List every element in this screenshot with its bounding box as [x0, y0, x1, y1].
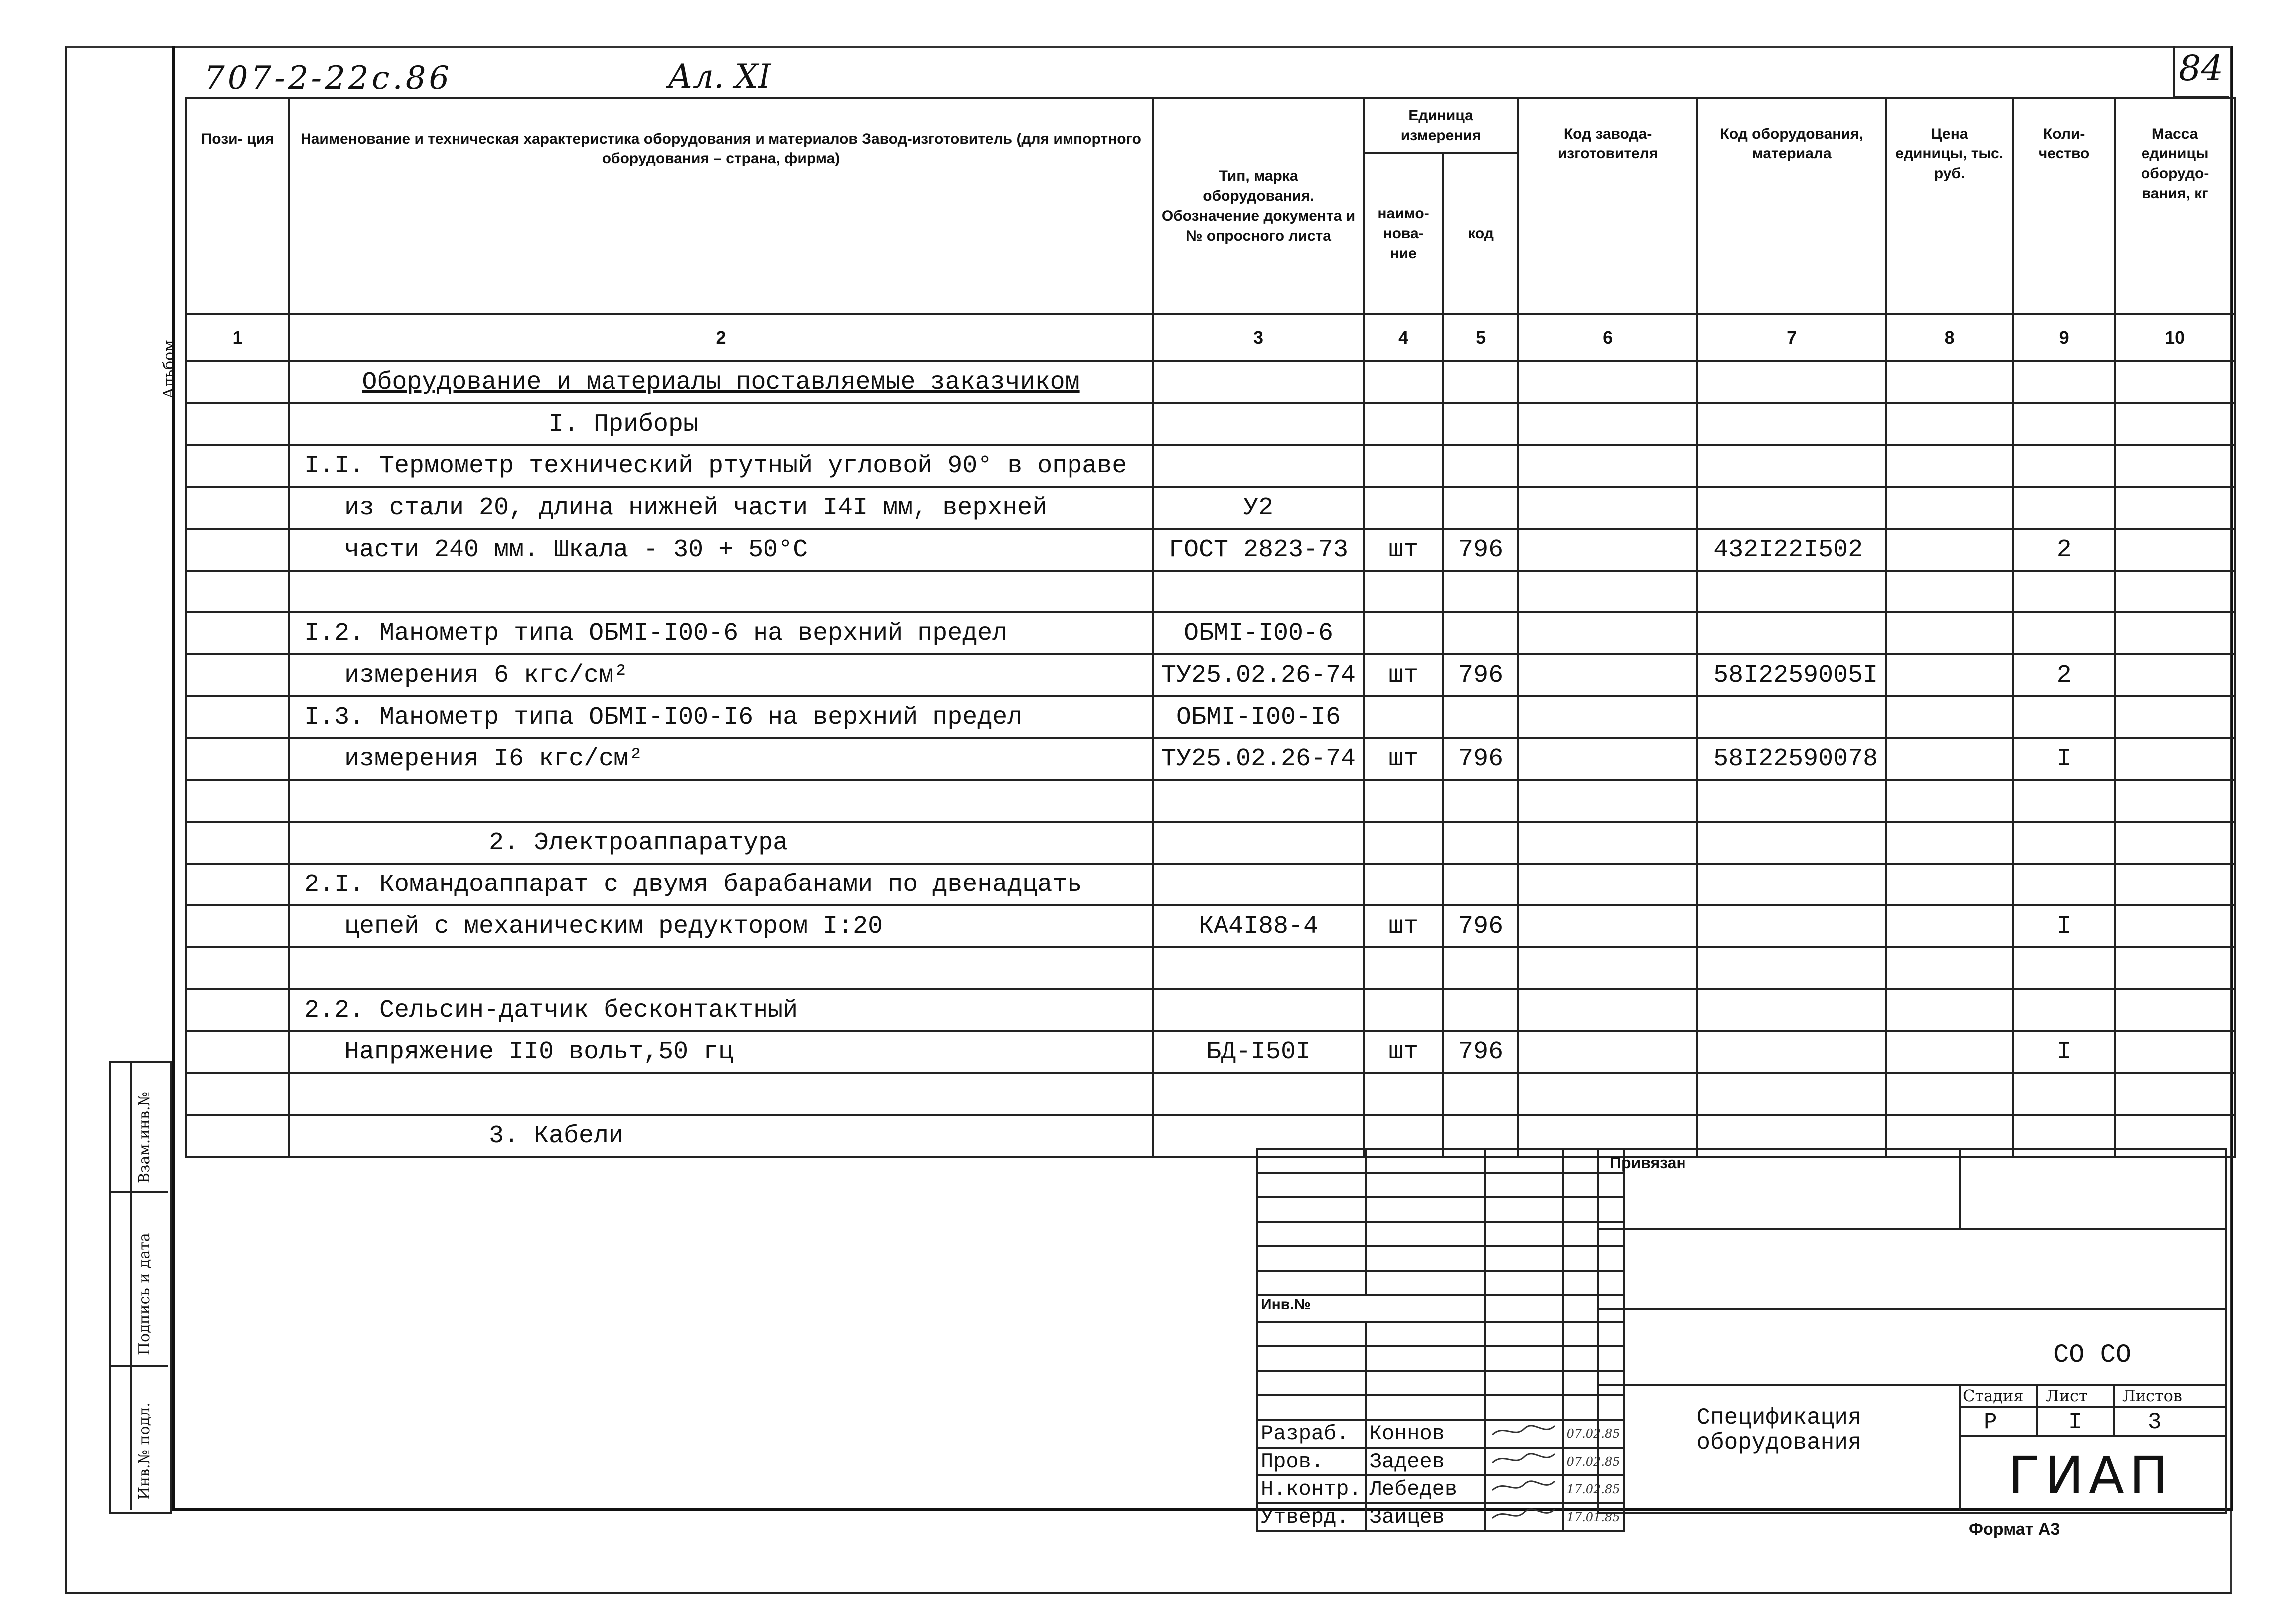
col-header-type: Тип, марка оборудования. Обозначение документа и № опросного листа [1153, 98, 1364, 314]
cell-name: 3. Кабели [289, 1115, 1153, 1157]
col-number: 1 [186, 314, 289, 361]
col-number: 10 [2115, 314, 2235, 361]
cell-type [1153, 1073, 1364, 1115]
doc-title: Спецификация оборудования [1696, 1405, 1862, 1456]
cell-qty [2013, 780, 2115, 822]
cell-mass [2115, 780, 2235, 822]
cell-name [289, 947, 1153, 989]
cell-mfr-code [1518, 905, 1697, 947]
cell-type: ОБМI-I00-6 [1153, 612, 1364, 654]
handwritten-signature [1485, 1475, 1563, 1503]
album-side-label: Альбом [160, 340, 178, 399]
cell-mfr-code [1518, 1031, 1697, 1073]
sign-date-label: Подпись и дата [136, 1233, 153, 1355]
cell-unit [1364, 487, 1443, 529]
table-row [186, 445, 2235, 487]
table-row [186, 738, 2235, 780]
cell-mass [2115, 612, 2235, 654]
signature-row [1257, 1475, 1624, 1503]
cell-mfr-code [1518, 947, 1697, 989]
cell-mass [2115, 445, 2235, 487]
cell-pos [186, 654, 289, 696]
col-header-position: Пози- ция [186, 98, 289, 314]
cell-mat-code [1697, 780, 1886, 822]
designation: 707-2-22с.86 [204, 60, 453, 97]
col-header-unit-code: код [1443, 153, 1518, 314]
cell-mass [2115, 1073, 2235, 1115]
cell-pos [186, 361, 289, 403]
cell-unit-code [1443, 361, 1518, 403]
signature-date: 07.02.85 [1563, 1448, 1624, 1475]
cell-mass [2115, 654, 2235, 696]
cell-price [1886, 780, 2013, 822]
cell-type: КА4I88-4 [1153, 905, 1364, 947]
sheet-value: I [2068, 1409, 2082, 1435]
signature-name: Коннов [1366, 1420, 1485, 1448]
cell-unit-code [1443, 403, 1518, 445]
cell-pos [186, 529, 289, 571]
cell-unit-code [1443, 571, 1518, 612]
stage-value: Р [1984, 1409, 1997, 1435]
cell-type: БД-I50I [1153, 1031, 1364, 1073]
cell-type [1153, 822, 1364, 864]
cell-unit [1364, 361, 1443, 403]
cell-mass [2115, 403, 2235, 445]
table-row [186, 864, 2235, 905]
cell-name: I.3. Манометр типа ОБМI-I00-I6 на верхний предел [289, 696, 1153, 738]
cell-qty [2013, 612, 2115, 654]
cell-unit [1364, 403, 1443, 445]
signature-date: 17.01.85 [1563, 1503, 1624, 1531]
handwritten-signature [1485, 1503, 1563, 1531]
cell-pos [186, 905, 289, 947]
cell-type [1153, 864, 1364, 905]
cell-mfr-code [1518, 571, 1697, 612]
cell-unit: шт [1364, 1031, 1443, 1073]
cell-unit-code [1443, 487, 1518, 529]
col-number: 7 [1697, 314, 1886, 361]
cell-type [1153, 571, 1364, 612]
cell-unit [1364, 780, 1443, 822]
cell-type [1153, 989, 1364, 1031]
cell-unit-code: 796 [1443, 529, 1518, 571]
tb-line [1959, 1435, 2225, 1437]
signature-role: Разраб. [1257, 1420, 1366, 1448]
cell-unit: шт [1364, 738, 1443, 780]
cell-mat-code [1697, 989, 1886, 1031]
cell-pos [186, 403, 289, 445]
cell-unit-code [1443, 864, 1518, 905]
page-number: 84 [2179, 48, 2224, 89]
cell-qty [2013, 822, 2115, 864]
col-header-unit-group: Единица измерения [1364, 98, 1518, 153]
inv-no-label: Инв.№ [1257, 1295, 1485, 1322]
cell-name: цепей с механическим редуктором I:20 [289, 905, 1153, 947]
cell-qty [2013, 864, 2115, 905]
col-number: 3 [1153, 314, 1364, 361]
cell-qty [2013, 989, 2115, 1031]
cell-price [1886, 487, 2013, 529]
table-row [186, 905, 2235, 947]
format-label: Формат А3 [1969, 1520, 2060, 1539]
cell-mfr-code [1518, 654, 1697, 696]
table-row [186, 403, 2235, 445]
cell-mass [2115, 822, 2235, 864]
cell-mass [2115, 1031, 2235, 1073]
table-row [186, 487, 2235, 529]
cell-price [1886, 947, 2013, 989]
signature-row [1257, 1503, 1624, 1531]
cell-mass [2115, 571, 2235, 612]
cell-unit-code [1443, 612, 1518, 654]
cell-unit [1364, 864, 1443, 905]
cell-mat-code: 432I22I502 [1697, 529, 1886, 571]
tb-line [1597, 1228, 2225, 1230]
col-number: 4 [1364, 314, 1443, 361]
cell-mat-code: 58I2259005I [1697, 654, 1886, 696]
inv-orig-label: Инв.№ подл. [136, 1402, 153, 1500]
cell-mat-code [1697, 403, 1886, 445]
cell-mass [2115, 529, 2235, 571]
signature-role: Пров. [1257, 1448, 1366, 1475]
cell-type [1153, 780, 1364, 822]
binding-row-line [109, 1191, 168, 1193]
cell-unit [1364, 612, 1443, 654]
col-header-mass: Масса единицы оборудо-вания, кг [2115, 98, 2235, 314]
col-header-unit-name: наимо-нова-ние [1364, 153, 1443, 314]
signature-name: Зайцев [1366, 1503, 1485, 1531]
cell-qty: I [2013, 905, 2115, 947]
cell-price [1886, 612, 2013, 654]
table-row [186, 989, 2235, 1031]
cell-type [1153, 445, 1364, 487]
cell-unit-code [1443, 1073, 1518, 1115]
cell-unit-code [1443, 696, 1518, 738]
signature-date: 17.02.85 [1563, 1475, 1624, 1503]
cell-name: измерения I6 кгс/см² [289, 738, 1153, 780]
cell-price [1886, 989, 2013, 1031]
table-row [186, 947, 2235, 989]
cell-unit [1364, 989, 1443, 1031]
cell-name [289, 571, 1153, 612]
cell-qty: 2 [2013, 529, 2115, 571]
cell-qty [2013, 696, 2115, 738]
signature-row [1257, 1448, 1624, 1475]
cell-mfr-code [1518, 989, 1697, 1031]
cell-mat-code [1697, 696, 1886, 738]
spec-table [185, 97, 2236, 1158]
table-row [186, 822, 2235, 864]
cell-mat-code [1697, 612, 1886, 654]
column-numbers-row [186, 314, 2235, 361]
cell-mat-code [1697, 487, 1886, 529]
cell-unit [1364, 947, 1443, 989]
table-row [186, 780, 2235, 822]
cell-unit-code [1443, 822, 1518, 864]
col-header-mat-code: Код оборудования, материала [1697, 98, 1886, 314]
cell-mat-code [1697, 947, 1886, 989]
cell-pos [186, 780, 289, 822]
cell-name: из стали 20, длина нижней части I4I мм, верхней [289, 487, 1153, 529]
col-number: 8 [1886, 314, 2013, 361]
table-row [186, 654, 2235, 696]
cell-mfr-code [1518, 738, 1697, 780]
col-header-price: Цена единицы, тыс. руб. [1886, 98, 2013, 314]
cell-name: Оборудование и материалы поставляемые заказчиком [289, 361, 1153, 403]
signature-name: Задеев [1366, 1448, 1485, 1475]
album-label: Ал. XI [668, 57, 771, 96]
cell-type [1153, 361, 1364, 403]
cell-type: ОБМI-I00-I6 [1153, 696, 1364, 738]
doc-code: СО СО [2053, 1340, 2132, 1370]
cell-unit-code: 796 [1443, 654, 1518, 696]
cell-unit-code: 796 [1443, 1031, 1518, 1073]
sheets-label: Листов [2122, 1386, 2182, 1405]
cell-mfr-code [1518, 1073, 1697, 1115]
handwritten-signature [1485, 1448, 1563, 1475]
cell-type: ГОСТ 2823-73 [1153, 529, 1364, 571]
cell-mfr-code [1518, 864, 1697, 905]
cell-mfr-code [1518, 361, 1697, 403]
stage-label: Стадия [1963, 1386, 2024, 1405]
cell-qty [2013, 403, 2115, 445]
cell-mfr-code [1518, 529, 1697, 571]
cell-name: части 240 мм. Шкала - 30 + 50°С [289, 529, 1153, 571]
tb-line [1959, 1406, 2225, 1408]
cell-pos [186, 989, 289, 1031]
cell-qty [2013, 947, 2115, 989]
tb-line [1597, 1384, 2225, 1386]
tb-vline [2113, 1384, 2115, 1436]
cell-unit: шт [1364, 529, 1443, 571]
cell-mat-code [1697, 1073, 1886, 1115]
cell-pos [186, 487, 289, 529]
cell-pos [186, 822, 289, 864]
cell-unit: шт [1364, 654, 1443, 696]
table-row [186, 361, 2235, 403]
cell-name: Напряжение II0 вольт,50 гц [289, 1031, 1153, 1073]
cell-mat-code [1697, 822, 1886, 864]
cell-pos [186, 445, 289, 487]
cell-price [1886, 361, 2013, 403]
cell-unit-code [1443, 445, 1518, 487]
col-header-qty: Коли-чество [2013, 98, 2115, 314]
cell-mass [2115, 696, 2235, 738]
privyazan-label: Привязан [1610, 1154, 1686, 1172]
cell-price [1886, 1073, 2013, 1115]
cell-unit [1364, 822, 1443, 864]
org-logo-text: ГИАП [2008, 1445, 2173, 1506]
cell-price [1886, 445, 2013, 487]
cell-mat-code [1697, 864, 1886, 905]
cell-qty: I [2013, 1031, 2115, 1073]
cell-name: I.2. Манометр типа ОБМI-I00-6 на верхний предел [289, 612, 1153, 654]
cell-mfr-code [1518, 780, 1697, 822]
sheets-value: 3 [2148, 1409, 2162, 1435]
cell-unit [1364, 696, 1443, 738]
cell-qty [2013, 487, 2115, 529]
binding-row-line [109, 1365, 168, 1367]
cell-mass [2115, 989, 2235, 1031]
cell-unit-code [1443, 989, 1518, 1031]
cell-name: измерения 6 кгс/см² [289, 654, 1153, 696]
signature-role: Утверд. [1257, 1503, 1366, 1531]
cell-pos [186, 1115, 289, 1157]
table-row [186, 1031, 2235, 1073]
cell-type: У2 [1153, 487, 1364, 529]
tb-vline [2036, 1384, 2038, 1436]
cell-unit [1364, 571, 1443, 612]
binding-divider [130, 1061, 132, 1510]
cell-mass [2115, 864, 2235, 905]
tb-vline [1959, 1148, 1961, 1230]
header-row [186, 98, 2235, 153]
cell-mfr-code [1518, 696, 1697, 738]
cell-mass [2115, 487, 2235, 529]
cell-unit-code [1443, 780, 1518, 822]
cell-mat-code [1697, 1031, 1886, 1073]
cell-unit-code [1443, 947, 1518, 989]
cell-mat-code [1697, 905, 1886, 947]
col-header-name: Наименование и техническая характеристика оборудования и материалов Завод-изготовитель (для импортного оборудования – страна, фирма) [289, 98, 1153, 314]
cell-qty [2013, 1073, 2115, 1115]
col-number: 2 [289, 314, 1153, 361]
cell-unit: шт [1364, 905, 1443, 947]
cell-price [1886, 403, 2013, 445]
cell-name [289, 780, 1153, 822]
cell-price [1886, 654, 2013, 696]
signature-name: Лебедев [1366, 1475, 1485, 1503]
table-row [186, 1073, 2235, 1115]
cell-name [289, 1073, 1153, 1115]
cell-mfr-code [1518, 612, 1697, 654]
cell-name: 2.2. Сельсин-датчик бесконтактный [289, 989, 1153, 1031]
cell-name: 2. Электроаппаратура [289, 822, 1153, 864]
table-row [186, 571, 2235, 612]
cell-price [1886, 529, 2013, 571]
cell-price [1886, 696, 2013, 738]
cell-mfr-code [1518, 487, 1697, 529]
cell-type: ТУ25.02.26-74 [1153, 654, 1364, 696]
cell-qty [2013, 445, 2115, 487]
cell-mat-code [1697, 445, 1886, 487]
cell-mass [2115, 947, 2235, 989]
cell-type [1153, 403, 1364, 445]
table-row [186, 529, 2235, 571]
cell-qty [2013, 571, 2115, 612]
replace-inv-label: Взам.инв.№ [136, 1092, 153, 1183]
cell-pos [186, 738, 289, 780]
cell-price [1886, 738, 2013, 780]
cell-unit [1364, 445, 1443, 487]
col-number: 6 [1518, 314, 1697, 361]
cell-pos [186, 1031, 289, 1073]
cell-qty: I [2013, 738, 2115, 780]
col-header-mfr-code: Код завода-изготовителя [1518, 98, 1697, 314]
cell-mass [2115, 905, 2235, 947]
cell-mass [2115, 738, 2235, 780]
cell-mat-code [1697, 361, 1886, 403]
cell-unit-code: 796 [1443, 905, 1518, 947]
cell-pos [186, 571, 289, 612]
cell-name: 2.I. Командоаппарат с двумя барабанами по двенадцать [289, 864, 1153, 905]
tb-line [1597, 1308, 2225, 1310]
cell-mass [2115, 361, 2235, 403]
cell-price [1886, 822, 2013, 864]
cell-mat-code [1697, 571, 1886, 612]
cell-mfr-code [1518, 822, 1697, 864]
sheet-label: Лист [2046, 1386, 2088, 1405]
cell-name: I.I. Термометр технический ртутный угловой 90° в оправе [289, 445, 1153, 487]
cell-type [1153, 947, 1364, 989]
cell-pos [186, 612, 289, 654]
col-number: 9 [2013, 314, 2115, 361]
cell-price [1886, 571, 2013, 612]
table-row [186, 612, 2235, 654]
signature-row [1257, 1420, 1624, 1448]
col-number: 5 [1443, 314, 1518, 361]
cell-mat-code: 58I22590078 [1697, 738, 1886, 780]
cell-qty [2013, 361, 2115, 403]
cell-unit-code: 796 [1443, 738, 1518, 780]
cell-name: I. Приборы [289, 403, 1153, 445]
cell-qty: 2 [2013, 654, 2115, 696]
title-block-left [1256, 1148, 1625, 1532]
cell-price [1886, 864, 2013, 905]
cell-mfr-code [1518, 445, 1697, 487]
table-row [186, 696, 2235, 738]
signature-date: 07.02.85 [1563, 1420, 1624, 1448]
cell-pos [186, 1073, 289, 1115]
cell-pos [186, 696, 289, 738]
cell-unit [1364, 1073, 1443, 1115]
cell-price [1886, 1031, 2013, 1073]
handwritten-signature [1485, 1420, 1563, 1448]
signature-role: Н.контр. [1257, 1475, 1366, 1503]
cell-mfr-code [1518, 403, 1697, 445]
cell-pos [186, 864, 289, 905]
cell-price [1886, 905, 2013, 947]
cell-type: ТУ25.02.26-74 [1153, 738, 1364, 780]
cell-pos [186, 947, 289, 989]
